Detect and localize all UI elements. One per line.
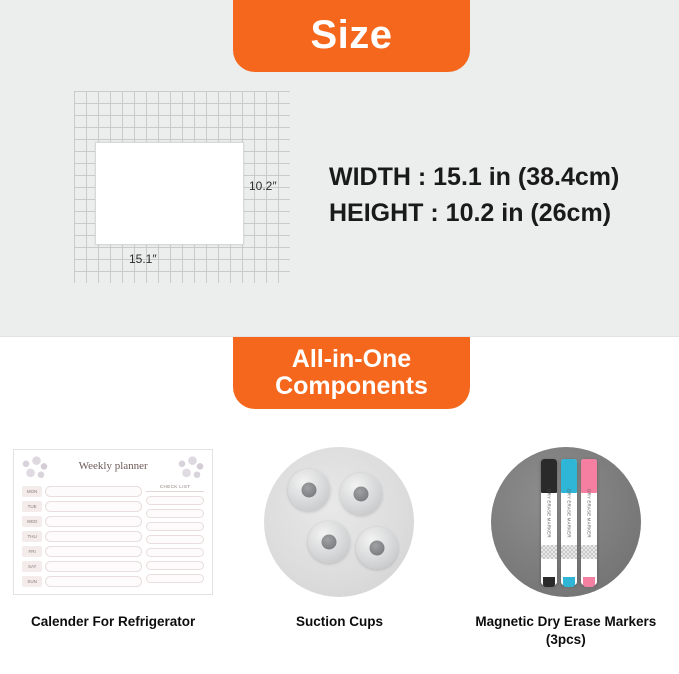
checklist-line	[146, 522, 204, 531]
component-label-suction-cups: Suction Cups	[295, 614, 383, 629]
spec-list	[329, 160, 619, 231]
planner-write-line	[45, 576, 142, 587]
planner-checklist	[146, 484, 204, 587]
components-section	[0, 337, 679, 674]
planner-row	[22, 546, 142, 557]
planner-write-line	[45, 486, 142, 497]
planner-write-line	[45, 531, 142, 542]
marker-cap	[581, 459, 597, 493]
planner-day-rows	[22, 486, 142, 591]
weekly-planner-image	[13, 449, 213, 595]
marker-tip	[583, 577, 595, 587]
planner-day-label: MON	[22, 486, 42, 497]
marker-text: DRY ERASE MARKER	[546, 489, 552, 538]
suction-cups-thumbnail	[239, 447, 439, 597]
checklist-line	[146, 574, 204, 583]
components-banner-line1: All-in-One	[291, 345, 412, 373]
planner-write-line	[45, 561, 142, 572]
planner-day-label: THU	[22, 531, 42, 542]
checklist-line	[146, 561, 204, 570]
checklist-title: CHECK LIST	[146, 484, 204, 492]
marker-cap	[541, 459, 557, 493]
marker-text: DRY ERASE MARKER	[566, 489, 572, 538]
planner-day-label: SAT	[22, 561, 42, 572]
calendar-thumbnail	[13, 447, 213, 597]
planner-row	[22, 576, 142, 587]
planner-row	[22, 516, 142, 527]
planner-day-label: SUN	[22, 576, 42, 587]
planner-day-label: TUE	[22, 501, 42, 512]
suction-cup-icon	[340, 473, 382, 515]
suction-cup-icon	[288, 469, 330, 511]
markers-image	[491, 447, 641, 597]
component-cards	[0, 447, 679, 649]
spec-width: WIDTH : 15.1 in (38.4cm)	[329, 163, 620, 191]
component-card-suction-cups	[230, 447, 449, 631]
marker-cap	[561, 459, 577, 493]
marker-eraser-band	[581, 545, 597, 559]
checklist-line	[146, 535, 204, 544]
marker-tip	[563, 577, 575, 587]
marker-pink	[581, 459, 597, 585]
planner-row	[22, 501, 142, 512]
planner-row	[22, 561, 142, 572]
width-annotation: 15.1″	[129, 252, 157, 266]
component-label-markers: Magnetic Dry Erase Markers (3pcs)	[475, 614, 657, 648]
marker-eraser-band	[541, 545, 557, 559]
components-banner	[233, 337, 470, 409]
size-banner-label: Size	[310, 13, 393, 58]
whiteboard-shape	[95, 142, 244, 245]
planner-row	[22, 531, 142, 542]
checklist-line	[146, 509, 204, 518]
planner-write-line	[45, 501, 142, 512]
size-banner	[233, 0, 470, 72]
component-card-markers	[456, 447, 675, 649]
size-diagram	[74, 91, 290, 283]
suction-cup-icon	[308, 521, 350, 563]
components-banner-line2: Components	[275, 372, 428, 400]
suction-cup-icon	[356, 527, 398, 569]
planner-write-line	[45, 546, 142, 557]
markers-thumbnail	[466, 447, 666, 597]
planner-day-label: WED	[22, 516, 42, 527]
marker-eraser-band	[561, 545, 577, 559]
planner-write-line	[45, 516, 142, 527]
marker-black	[541, 459, 557, 585]
checklist-line	[146, 548, 204, 557]
checklist-line	[146, 496, 204, 505]
marker-tip	[543, 577, 555, 587]
suction-cups-image	[264, 447, 414, 597]
component-card-calendar	[4, 447, 223, 631]
spec-height: HEIGHT : 10.2 in (26cm)	[329, 198, 612, 227]
planner-row	[22, 486, 142, 497]
marker-blue	[561, 459, 577, 585]
planner-day-label: FRI	[22, 546, 42, 557]
height-annotation: 10.2″	[249, 179, 277, 193]
planner-title: Weekly planner	[78, 460, 148, 472]
component-label-calendar: Calender For Refrigerator	[31, 614, 196, 629]
marker-text: DRY ERASE MARKER	[586, 489, 592, 538]
